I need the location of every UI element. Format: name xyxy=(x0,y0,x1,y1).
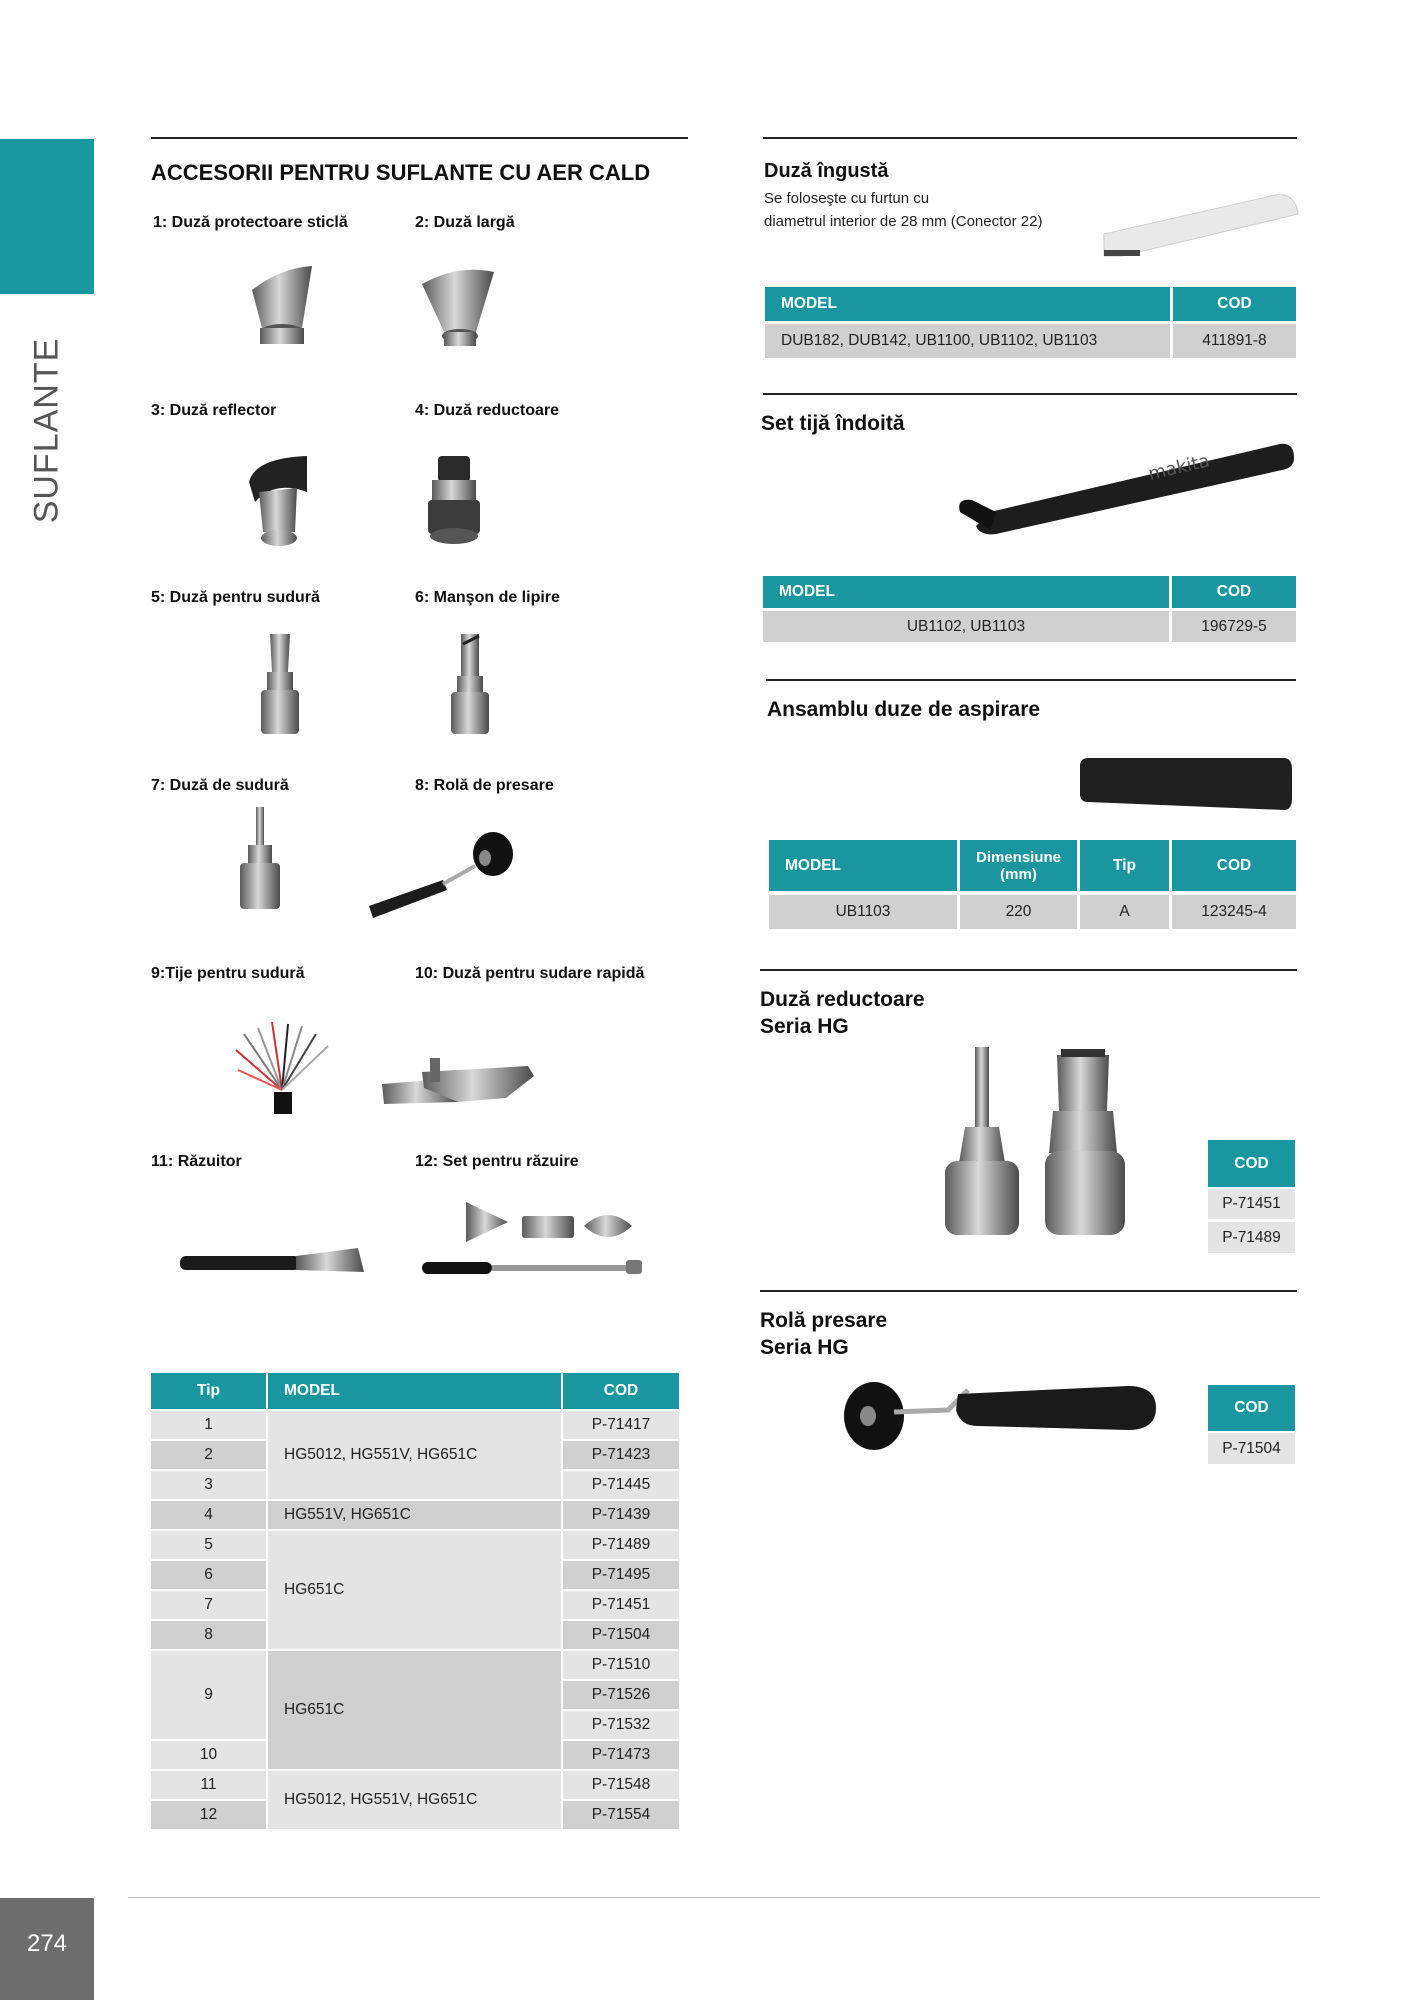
bent-table-model: UB1102, UB1103 xyxy=(763,611,1169,642)
reducing-nozzle-title-2: Seria HG xyxy=(760,1015,849,1038)
accessory-caption-5: 5: Duză pentru sudură xyxy=(151,589,320,606)
suction-table-model: UB1103 xyxy=(769,895,957,929)
tip-cell: 6 xyxy=(151,1561,266,1589)
model-cell: HG5012, HG551V, HG651C xyxy=(268,1771,561,1829)
code-cell: P-71417 xyxy=(563,1411,679,1439)
right-divider-2 xyxy=(763,393,1297,395)
tip-cell: 7 xyxy=(151,1591,266,1619)
footer-divider xyxy=(128,1897,1320,1898)
tip-cell: 2 xyxy=(151,1441,266,1469)
code-cell: P-71423 xyxy=(563,1441,679,1469)
pressure-roller-title-2: Seria HG xyxy=(760,1336,849,1359)
reducing-table-code: P-71489 xyxy=(1208,1222,1295,1253)
narrow-nozzle-image xyxy=(1100,190,1302,265)
suction-table-dimension: 220 xyxy=(960,895,1077,929)
scraper-image xyxy=(178,1238,368,1278)
suction-table-code: 123245-4 xyxy=(1172,895,1296,929)
right-divider-1 xyxy=(763,137,1297,139)
tip-cell: 1 xyxy=(151,1411,266,1439)
accessory-caption-7: 7: Duză de sudură xyxy=(151,777,289,794)
scraping-set-image xyxy=(418,1198,648,1283)
suction-table-header-cod: COD xyxy=(1172,840,1296,891)
code-cell: P-71548 xyxy=(563,1771,679,1799)
suction-table-header-tip: Tip xyxy=(1080,840,1169,891)
dimension-unit: (mm) xyxy=(1000,865,1037,883)
narrow-nozzle-desc-1: Se foloseşte cu furtun cu xyxy=(764,190,930,207)
suction-table-header-dimension xyxy=(960,840,1077,891)
pressure-roller-image xyxy=(363,828,523,920)
narrow-nozzle-desc-2: diametrul interior de 28 mm (Conector 22) xyxy=(764,213,1043,230)
bent-table-header-model: MODEL xyxy=(763,576,1169,608)
accessory-caption-6: 6: Manşon de lipire xyxy=(415,589,560,606)
tip-cell: 9 xyxy=(151,1651,266,1739)
code-cell: P-71526 xyxy=(563,1681,679,1709)
reducing-table-header-cod: COD xyxy=(1208,1140,1295,1187)
table-header-model: MODEL xyxy=(268,1373,561,1409)
tip-cell: 11 xyxy=(151,1771,266,1799)
accessory-caption-12: 12: Set pentru răzuire xyxy=(415,1153,579,1170)
model-cell: HG651C xyxy=(268,1531,561,1649)
suction-table-tip: A xyxy=(1080,895,1169,929)
code-cell: P-71473 xyxy=(563,1741,679,1769)
soldering-sleeve-image xyxy=(445,632,495,742)
code-cell: P-71489 xyxy=(563,1531,679,1559)
model-cell: HG551V, HG651C xyxy=(268,1501,561,1529)
tip-cell: 4 xyxy=(151,1501,266,1529)
welding-tip-image xyxy=(232,805,288,917)
reflector-nozzle-image xyxy=(245,452,315,552)
narrow-table-header-cod: COD xyxy=(1173,287,1296,321)
tip-cell: 8 xyxy=(151,1621,266,1649)
code-cell: P-71495 xyxy=(563,1561,679,1589)
reducing-nozzle-title-1: Duză reductoare xyxy=(760,988,925,1011)
code-cell: P-71504 xyxy=(563,1621,679,1649)
narrow-nozzle-title: Duză îngustă xyxy=(764,160,889,182)
accessory-caption-1: 1: Duză protectoare sticlă xyxy=(153,214,348,231)
model-cell: HG651C xyxy=(268,1651,561,1769)
makita-brand-text: makita xyxy=(1146,450,1212,485)
accessory-caption-8: 8: Rolă de presare xyxy=(415,777,554,794)
reducing-nozzle-pair-image xyxy=(935,1045,1135,1245)
code-cell: P-71532 xyxy=(563,1711,679,1739)
wide-nozzle-image xyxy=(418,262,498,357)
suction-nozzle-title: Ansamblu duze de aspirare xyxy=(767,698,1041,721)
code-cell: P-71510 xyxy=(563,1651,679,1679)
left-section-title: ACCESORII PENTRU SUFLANTE CU AER CALD xyxy=(151,160,651,185)
narrow-table-model: DUB182, DUB142, UB1100, UB1102, UB1103 xyxy=(765,324,1170,358)
accessory-caption-10: 10: Duză pentru sudare rapidă xyxy=(415,965,645,982)
page-number: 274 xyxy=(26,1930,68,1957)
section-label: SUFLANTE xyxy=(27,337,66,523)
reducing-table-code: P-71451 xyxy=(1208,1189,1295,1219)
suction-nozzle-image xyxy=(1076,754,1298,814)
accessory-caption-11: 11: Răzuitor xyxy=(151,1153,242,1170)
narrow-table-header-model: MODEL xyxy=(765,287,1170,321)
code-cell: P-71554 xyxy=(563,1801,679,1829)
left-top-divider xyxy=(151,137,688,139)
tip-cell: 5 xyxy=(151,1531,266,1559)
accessory-caption-2: 2: Duză largă xyxy=(415,214,515,231)
tip-cell: 10 xyxy=(151,1741,266,1769)
code-cell: P-71445 xyxy=(563,1471,679,1499)
pressure-roller-title-1: Rolă presare xyxy=(760,1309,888,1332)
model-cell: HG5012, HG551V, HG651C xyxy=(268,1411,561,1499)
code-cell: P-71451 xyxy=(563,1591,679,1619)
welding-nozzle-image xyxy=(255,632,305,742)
dimension-label: Dimensiune xyxy=(975,848,1062,866)
accessory-caption-9: 9:Tije pentru sudură xyxy=(151,965,305,982)
section-color-tab xyxy=(0,139,94,294)
accessory-caption-4: 4: Duză reductoare xyxy=(415,402,560,419)
pressure-roller-hg-image xyxy=(838,1370,1158,1460)
table-header-tip: Tip xyxy=(151,1373,266,1409)
accessory-caption-3: 3: Duză reflector xyxy=(151,402,277,419)
tip-cell: 12 xyxy=(151,1801,266,1829)
tip-cell: 3 xyxy=(151,1471,266,1499)
right-divider-4 xyxy=(760,969,1297,971)
roller-table-code: P-71504 xyxy=(1208,1433,1295,1464)
right-divider-3 xyxy=(766,679,1296,681)
reducing-nozzle-image xyxy=(424,452,484,552)
roller-table-header-cod: COD xyxy=(1208,1385,1295,1431)
bent-table-code: 196729-5 xyxy=(1172,611,1296,642)
glass-protector-nozzle-image xyxy=(240,260,320,355)
table-header-cod: COD xyxy=(563,1373,679,1409)
code-cell: P-71439 xyxy=(563,1501,679,1529)
right-divider-5 xyxy=(760,1290,1297,1292)
bent-rod-title: Set tijă îndoită xyxy=(761,412,905,435)
narrow-table-code: 411891-8 xyxy=(1173,324,1296,358)
suction-table-header-model: MODEL xyxy=(769,840,957,891)
bent-rod-image xyxy=(950,432,1300,542)
bent-table-header-cod: COD xyxy=(1172,576,1296,608)
welding-rods-image xyxy=(232,1020,332,1115)
speed-welding-nozzle-image xyxy=(378,1048,538,1108)
